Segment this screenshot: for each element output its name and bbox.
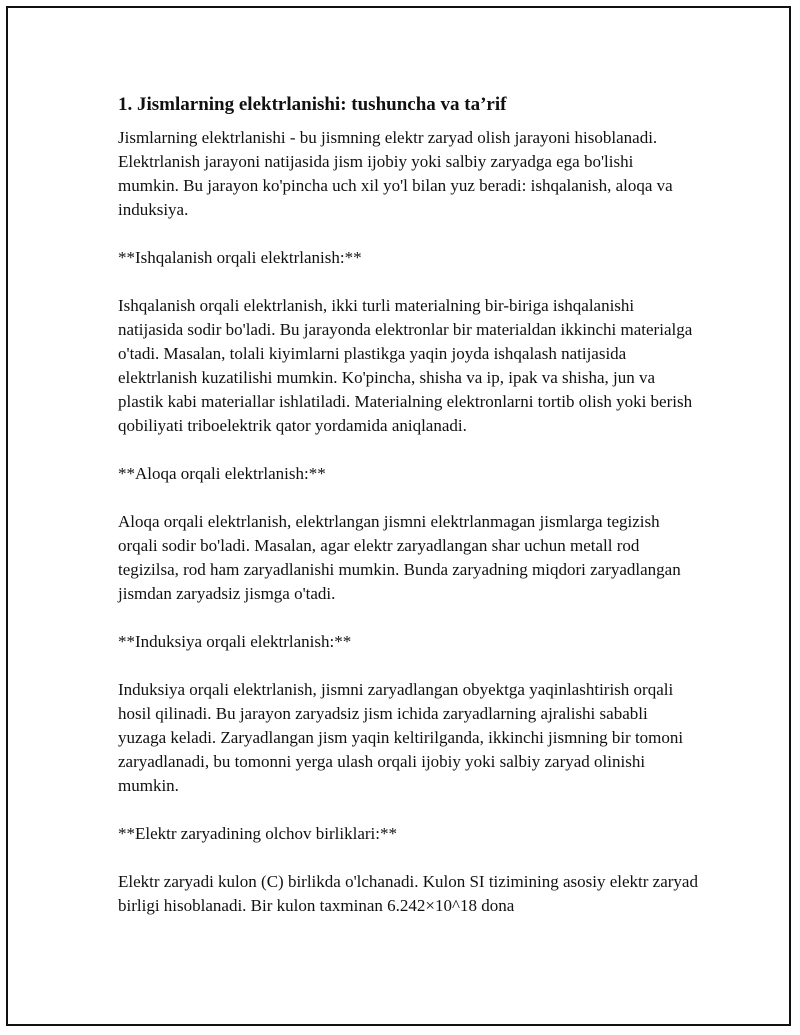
- subheading-induction: **Induksiya orqali elektrlanish:**: [118, 632, 352, 651]
- section-heading: 1. Jismlarning elektrlanishi: tushuncha va ta’rif: [118, 94, 507, 115]
- subheading-contact: **Aloqa orqali elektrlanish:**: [118, 464, 326, 483]
- units-paragraph: Elektr zaryadi kulon (C) birlikda o'lchanadi. Kulon SI tizimining asosiy elektr zaryad birligi hisoblanadi. Bir kulon taxminan 6.242×10^18 dona: [118, 872, 698, 915]
- contact-paragraph: Aloqa orqali elektrlanish, elektrlangan jismni elektrlanmagan jismlarga tegizish orqali sodir bo'ladi. Masalan, agar elektr zaryadlangan shar uchun metall rod tegizilsa, rod ham zaryadlanishi mumkin. Bunda zaryadning miqdori zaryadlangan jismdan zaryadsiz jismga o'tadi.: [118, 512, 681, 603]
- friction-paragraph: Ishqalanish orqali elektrlanish, ikki turli materialning bir-biriga ishqalanishi natijasida sodir bo'ladi. Bu jarayonda elektronlar bir materialdan ikkinchi materialga o'tadi. Masalan, tolali kiyimlarni plastikga yaqin joyda ishqalash natijasida elektrlanish kuzatilishi mumkin. Ko'pincha, shisha va ip, ipak va shisha, jun va plastik kabi materiallar ishlatiladi. Materialning elektronlarni tortib olish yoki berish qobiliyati triboelektrik qator yordamida aniqlanadi.: [118, 296, 693, 435]
- subheading-units: **Elektr zaryadining olchov birliklari:**: [118, 824, 398, 843]
- intro-paragraph: Jismlarning elektrlanishi - bu jismning elektr zaryad olish jarayoni hisoblanadi. Elektrlanish jarayoni natijasida jism ijobiy yoki salbiy zaryadga ega bo'lishi mumkin. Bu jarayon ko'pincha uch xil yo'l bilan yuz beradi: ishqalanish, aloqa va induksiya.: [118, 128, 673, 219]
- document-body: [118, 92, 698, 918]
- subheading-friction: **Ishqalanish orqali elektrlanish:**: [118, 248, 362, 267]
- induction-paragraph: Induksiya orqali elektrlanish, jismni zaryadlangan obyektga yaqinlashtirish orqali hosil qilinadi. Bu jarayon zaryadsiz jism ichida zaryadlarning ajralishi sababli yuzaga keladi. Zaryadlangan jism yaqin keltirilganda, ikkinchi jismning bir tomoni zaryadlanadi, bu tomonni yerga ulash orqali ijobiy yoki salbiy zaryad olinishi mumkin.: [118, 680, 684, 795]
